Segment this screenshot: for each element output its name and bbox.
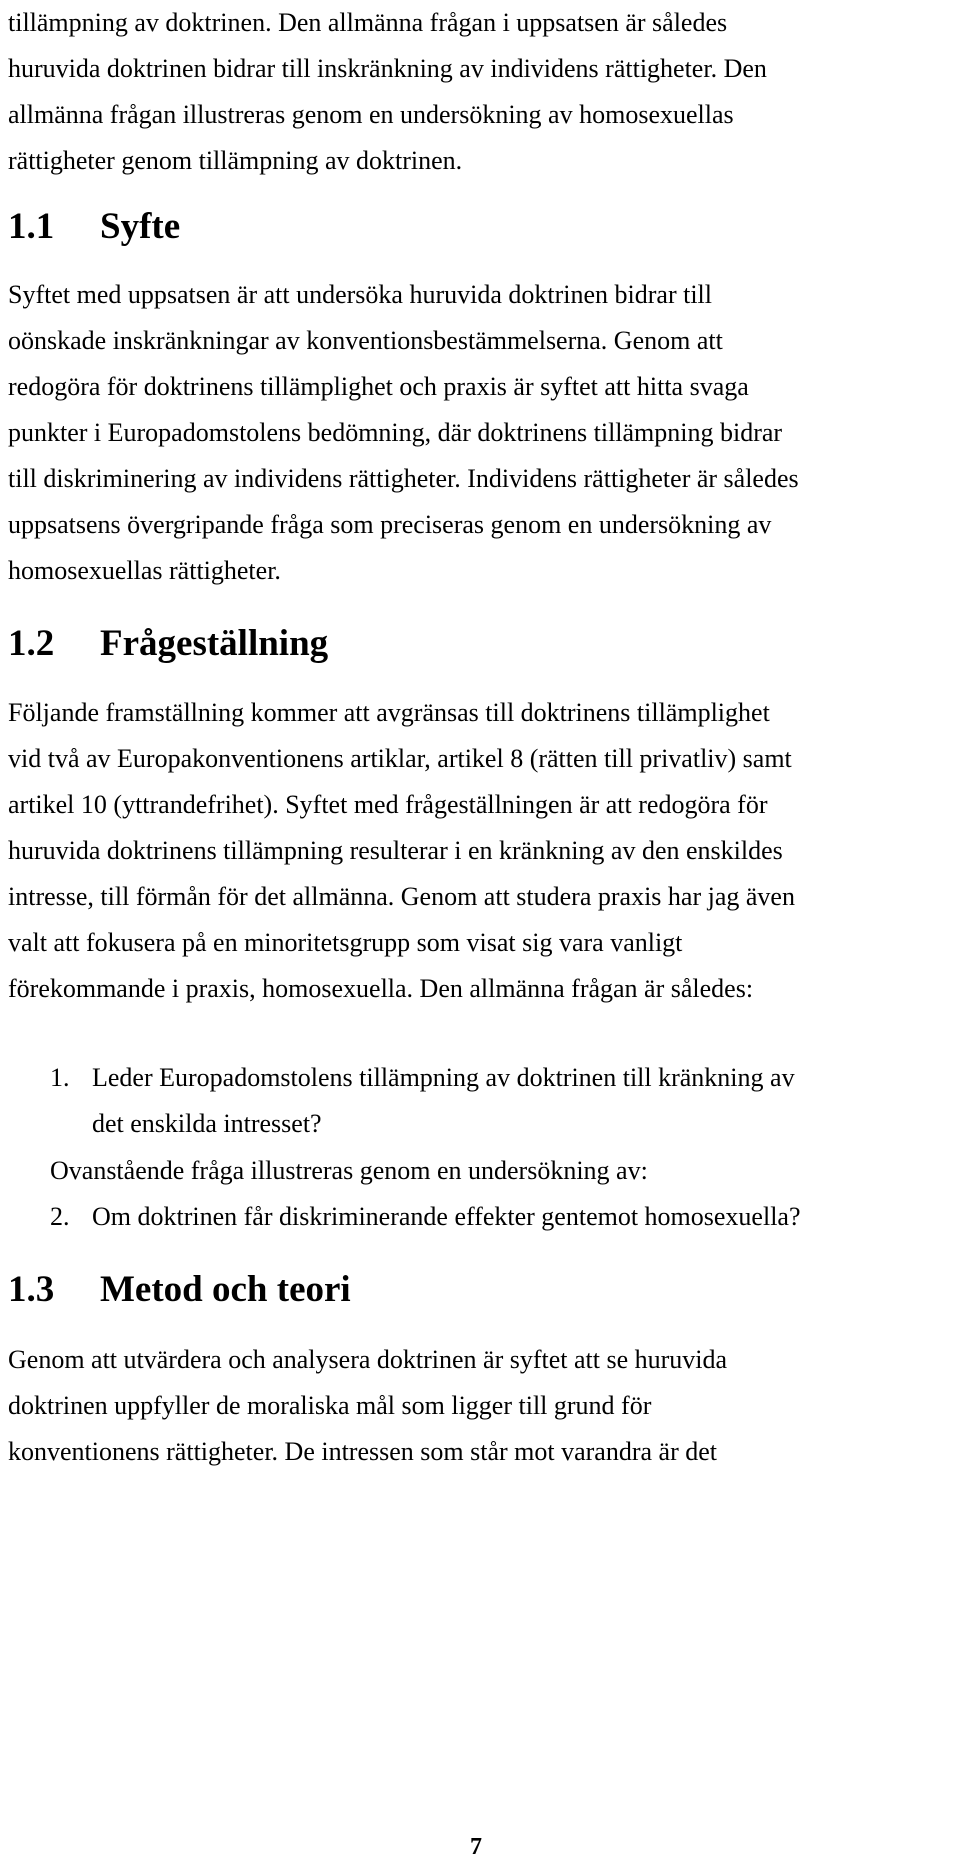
- bridge-sentence: [8, 1148, 648, 1194]
- question-number: 2.: [50, 1202, 70, 1231]
- section-heading-syfte: [8, 205, 180, 249]
- fragestallning-line: intresse, till förmån för det allmänna. Genom att studera praxis har jag även: [8, 882, 795, 911]
- question-number: 1.: [50, 1063, 70, 1092]
- fragestallning-paragraph: [8, 690, 795, 1012]
- section-title: Syfte: [100, 206, 181, 247]
- syfte-line: redogöra för doktrinens tillämplighet och praxis är syftet att hitta svaga: [8, 372, 749, 401]
- syfte-line: uppsatsens övergripande fråga som preciseras genom en undersökning av: [8, 510, 772, 539]
- fragestallning-line: vid två av Europakonventionens artiklar, artikel 8 (rätten till privatliv) samt: [8, 744, 792, 773]
- bridge-line: Ovanstående fråga illustreras genom en undersökning av:: [50, 1156, 648, 1185]
- fragestallning-line: förekommande i praxis, homosexuella. Den allmänna frågan är således:: [8, 974, 754, 1003]
- section-number: 1.1: [8, 206, 55, 247]
- intro-paragraph: [8, 0, 767, 184]
- syfte-line: till diskriminering av individens rättigheter. Individens rättigheter är således: [8, 464, 799, 493]
- section-heading-metod: [8, 1268, 351, 1312]
- syfte-line: oönskade inskränkningar av konventionsbestämmelserna. Genom att: [8, 326, 723, 355]
- syfte-paragraph: [8, 272, 799, 594]
- question-text: det enskilda intresset?: [92, 1109, 322, 1138]
- section-title: Metod och teori: [100, 1269, 351, 1310]
- question-text: Leder Europadomstolens tillämpning av doktrinen till kränkning av: [92, 1063, 795, 1092]
- fragestallning-line: artikel 10 (yttrandefrihet). Syftet med frågeställningen är att redogöra för: [8, 790, 768, 819]
- page-number: 7: [470, 1834, 482, 1860]
- syfte-line: punkter i Europadomstolens bedömning, där doktrinens tillämpning bidrar: [8, 418, 783, 447]
- section-heading-fragestallning: [8, 622, 328, 666]
- metod-line: doktrinen uppfyller de moraliska mål som ligger till grund för: [8, 1391, 652, 1420]
- metod-paragraph: [8, 1337, 727, 1475]
- syfte-line: Syftet med uppsatsen är att undersöka huruvida doktrinen bidrar till: [8, 280, 712, 309]
- syfte-line: homosexuellas rättigheter.: [8, 556, 281, 585]
- metod-line: Genom att utvärdera och analysera doktrinen är syftet att se huruvida: [8, 1345, 728, 1374]
- intro-line: allmänna frågan illustreras genom en undersökning av homosexuellas: [8, 100, 734, 129]
- intro-line: huruvida doktrinen bidrar till inskränkning av individens rättigheter. Den: [8, 54, 767, 83]
- metod-line: konventionens rättigheter. De intressen som står mot varandra är det: [8, 1437, 718, 1466]
- section-number: 1.3: [8, 1269, 55, 1310]
- intro-line: tillämpning av doktrinen. Den allmänna frågan i uppsatsen är således: [8, 8, 728, 37]
- section-number: 1.2: [8, 623, 55, 664]
- fragestallning-line: huruvida doktrinens tillämpning resulterar i en kränkning av den enskildes: [8, 836, 783, 865]
- question-2: [50, 1194, 930, 1240]
- question-1: [50, 1055, 930, 1147]
- intro-line: rättigheter genom tillämpning av doktrinen.: [8, 146, 463, 175]
- section-title: Frågeställning: [100, 623, 329, 664]
- fragestallning-line: valt att fokusera på en minoritetsgrupp som visat sig vara vanligt: [8, 928, 683, 957]
- question-text: Om doktrinen får diskriminerande effekter gentemot homosexuella?: [92, 1202, 801, 1231]
- fragestallning-line: Följande framställning kommer att avgränsas till doktrinens tillämplighet: [8, 698, 770, 727]
